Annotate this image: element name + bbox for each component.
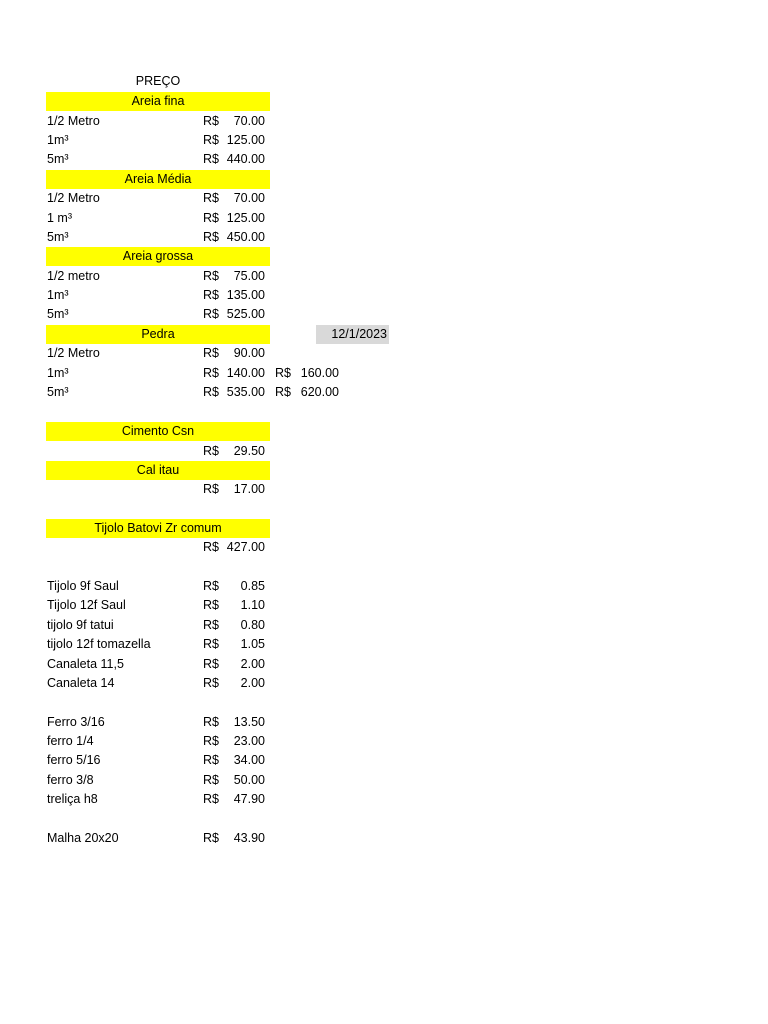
item-label: 1 m³ bbox=[47, 211, 72, 225]
currency-symbol: R$ bbox=[203, 792, 219, 806]
item-price: 125.00 bbox=[226, 133, 265, 147]
item-price: 13.50 bbox=[233, 715, 265, 729]
section-header-tijolo-batovi: Tijolo Batovi Zr comum bbox=[46, 519, 270, 538]
item-price: 47.90 bbox=[233, 792, 265, 806]
currency-symbol: R$ bbox=[203, 579, 219, 593]
item-label: Canaleta 11,5 bbox=[47, 657, 124, 671]
item-label: 1m³ bbox=[47, 288, 69, 302]
item-label: Ferro 3/16 bbox=[47, 715, 105, 729]
currency-symbol: R$ bbox=[203, 715, 219, 729]
currency-symbol: R$ bbox=[203, 598, 219, 612]
item-price: 1.10 bbox=[240, 598, 265, 612]
currency-symbol: R$ bbox=[203, 637, 219, 651]
item-price: 90.00 bbox=[233, 346, 265, 360]
currency-symbol: R$ bbox=[203, 385, 219, 399]
currency-symbol: R$ bbox=[203, 444, 219, 458]
item-label: ferro 3/8 bbox=[47, 773, 94, 787]
item-price: 140.00 bbox=[226, 366, 265, 380]
item-label: Tijolo 9f Saul bbox=[47, 579, 119, 593]
item-label: 5m³ bbox=[47, 385, 69, 399]
section-header-cal: Cal itau bbox=[46, 461, 270, 480]
item-price: 17.00 bbox=[233, 482, 265, 496]
currency-symbol: R$ bbox=[203, 540, 219, 554]
item-price: 2.00 bbox=[240, 676, 265, 690]
item-label: 1m³ bbox=[47, 366, 69, 380]
item-label: 1/2 Metro bbox=[47, 346, 100, 360]
item-label: 1m³ bbox=[47, 133, 69, 147]
currency-symbol: R$ bbox=[203, 734, 219, 748]
item-price: 427.00 bbox=[226, 540, 265, 554]
section-header-areia-fina: Areia fina bbox=[46, 92, 270, 111]
item-price: 0.85 bbox=[240, 579, 265, 593]
item-label: 5m³ bbox=[47, 307, 69, 321]
currency-symbol: R$ bbox=[203, 482, 219, 496]
item-price: 1.05 bbox=[240, 637, 265, 651]
item-price: 0.80 bbox=[240, 618, 265, 632]
item-price: 70.00 bbox=[233, 191, 265, 205]
currency-symbol: R$ bbox=[203, 366, 219, 380]
currency-symbol: R$ bbox=[203, 657, 219, 671]
item-price: 23.00 bbox=[233, 734, 265, 748]
currency-symbol: R$ bbox=[203, 288, 219, 302]
currency-symbol: R$ bbox=[203, 753, 219, 767]
item-price: 450.00 bbox=[226, 230, 265, 244]
item-price: 34.00 bbox=[233, 753, 265, 767]
item-price-alt: 160.00 bbox=[300, 366, 339, 380]
currency-symbol: R$ bbox=[203, 133, 219, 147]
currency-symbol: R$ bbox=[275, 366, 291, 380]
section-header-areia-grossa: Areia grossa bbox=[46, 247, 270, 266]
item-label: Tijolo 12f Saul bbox=[47, 598, 126, 612]
item-price: 2.00 bbox=[240, 657, 265, 671]
item-label: ferro 5/16 bbox=[47, 753, 101, 767]
currency-symbol: R$ bbox=[203, 346, 219, 360]
currency-symbol: R$ bbox=[203, 269, 219, 283]
currency-symbol: R$ bbox=[203, 831, 219, 845]
section-header-areia-media: Areia Média bbox=[46, 170, 270, 189]
currency-symbol: R$ bbox=[203, 618, 219, 632]
currency-symbol: R$ bbox=[275, 385, 291, 399]
item-price: 70.00 bbox=[233, 114, 265, 128]
date-cell: 12/1/2023 bbox=[316, 325, 389, 344]
currency-symbol: R$ bbox=[203, 191, 219, 205]
currency-symbol: R$ bbox=[203, 211, 219, 225]
price-header: PREÇO bbox=[135, 74, 181, 88]
section-header-pedra: Pedra bbox=[46, 325, 270, 344]
currency-symbol: R$ bbox=[203, 676, 219, 690]
date-row bbox=[46, 325, 387, 344]
item-price: 135.00 bbox=[226, 288, 265, 302]
currency-symbol: R$ bbox=[203, 773, 219, 787]
item-label: 1/2 Metro bbox=[47, 191, 100, 205]
item-label: 1/2 Metro bbox=[47, 114, 100, 128]
item-price-alt: 620.00 bbox=[300, 385, 339, 399]
currency-symbol: R$ bbox=[203, 152, 219, 166]
item-price: 525.00 bbox=[226, 307, 265, 321]
item-price: 75.00 bbox=[233, 269, 265, 283]
item-label: treliça h8 bbox=[47, 792, 98, 806]
item-price: 29.50 bbox=[233, 444, 265, 458]
section-header-cimento: Cimento Csn bbox=[46, 422, 270, 441]
item-price: 535.00 bbox=[226, 385, 265, 399]
item-label: tijolo 9f tatui bbox=[47, 618, 114, 632]
item-label: Malha 20x20 bbox=[47, 831, 119, 845]
currency-symbol: R$ bbox=[203, 114, 219, 128]
item-price: 50.00 bbox=[233, 773, 265, 787]
currency-symbol: R$ bbox=[203, 230, 219, 244]
item-price: 125.00 bbox=[226, 211, 265, 225]
item-label: 5m³ bbox=[47, 230, 69, 244]
item-label: tijolo 12f tomazella bbox=[47, 637, 151, 651]
item-label: 5m³ bbox=[47, 152, 69, 166]
currency-symbol: R$ bbox=[203, 307, 219, 321]
item-label: Canaleta 14 bbox=[47, 676, 115, 690]
item-label: ferro 1/4 bbox=[47, 734, 94, 748]
item-label: 1/2 metro bbox=[47, 269, 100, 283]
item-price: 43.90 bbox=[233, 831, 265, 845]
item-price: 440.00 bbox=[226, 152, 265, 166]
